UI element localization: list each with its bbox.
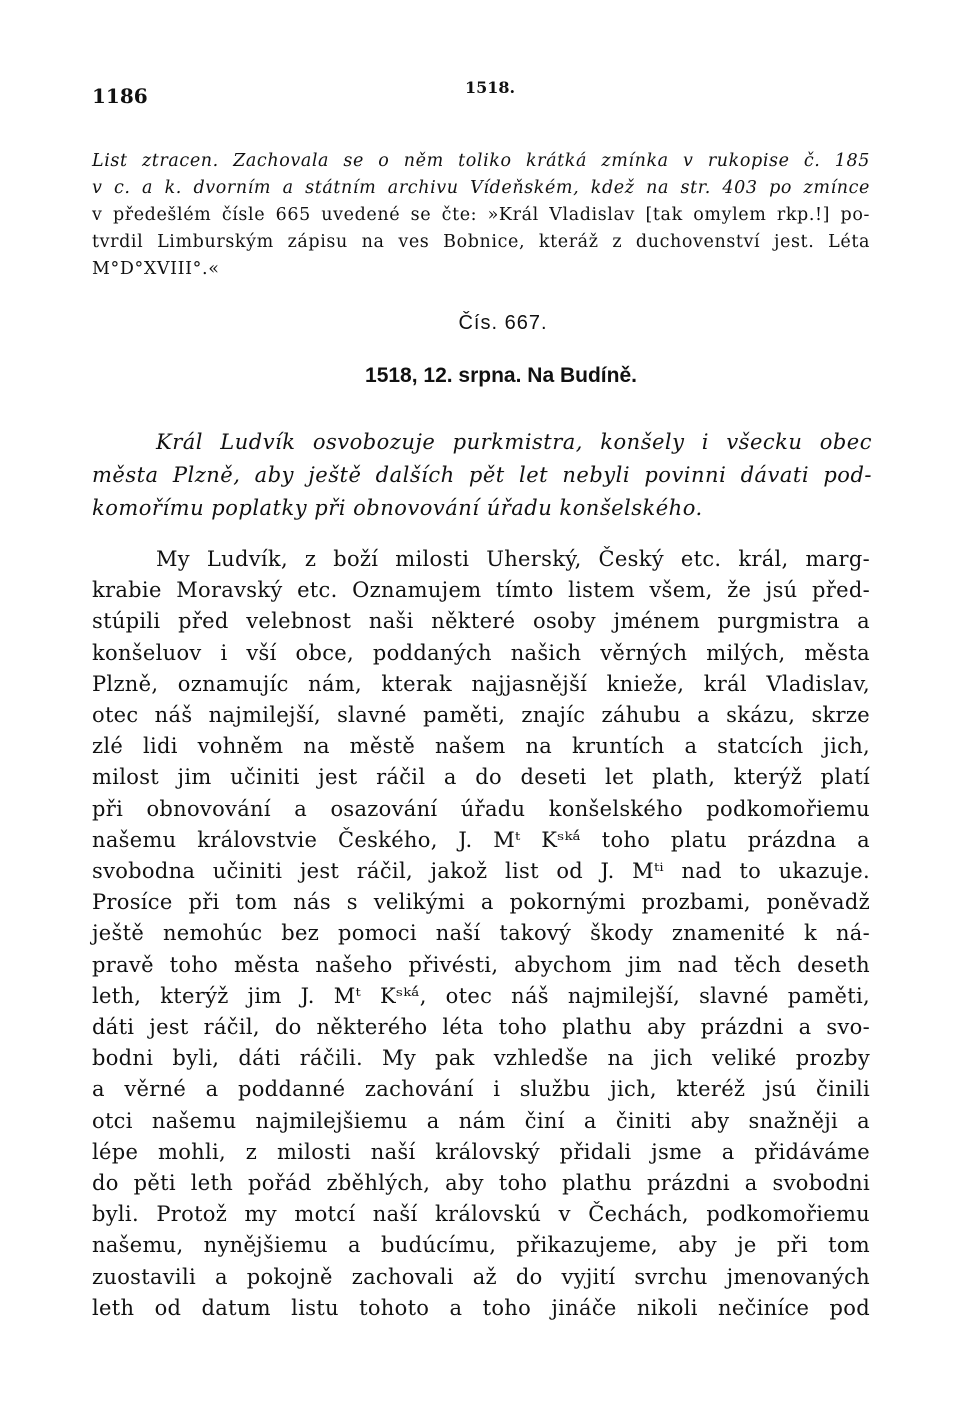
text-line: stúpili před velebnost naši některé osoby jménem purgmistra a (92, 609, 870, 634)
document-number: Čís. 667. (458, 312, 548, 334)
text-line: a věrné a poddanné zachování i službu jich, kteréž jsú činili (92, 1077, 870, 1102)
running-head-year: 1518. (465, 78, 516, 97)
text-line: při obnovování a osazování úřadu konšelského podkomořiemu (92, 796, 870, 821)
page-header (92, 78, 872, 118)
note-line: tvrdil Limburským zápisu na ves Bobnice, kteráž z duchovenství jest. Léta (92, 232, 870, 252)
text-line: zlé lidi vohněm na městě našem na kruntích a statcích jich, (92, 734, 870, 759)
summary-line: Král Ludvík osvobozuje purkmistra, konšely i všecku obec (156, 430, 872, 454)
note-line: v c. a k. dvorním a státním archivu Vídeňském, kdež na str. 403 po zmínce (92, 178, 870, 198)
text-line: bodni byli, dáti ráčili. My pak vzhledše na jich veliké prozby (92, 1046, 870, 1071)
note-line: v předešlém čísle 665 uvedené se čte: »Král Vladislav [tak omylem rkp.!] po- (92, 205, 870, 225)
text-line: krabie Moravský etc. Oznamujem tímto listem všem, že jsú před- (92, 578, 870, 603)
note-line: M°D°XVIII°.« (92, 259, 220, 279)
text-line: milost jim učiniti jest ráčil a do deseti let plath, kterýž platí (92, 765, 870, 790)
note-line: List ztracen. Zachovala se o něm toliko krátká zmínka v rukopise č. 185 (92, 151, 870, 171)
text-line: našemu, nynějšiemu a budúcímu, přikazujeme, aby je při tom (92, 1233, 870, 1258)
text-line: byli. Protož my motcí naší královskú v Čechách, podkomořiemu (92, 1202, 870, 1227)
text-line: pravě toho města našeho přivésti, abychom jim nad těch deseth (92, 952, 870, 977)
text-line: našemu královstvie Českého, J. Mᵗ Kˢᵏᵃ́ toho platu prázdna a (92, 827, 870, 852)
document-date-place: 1518, 12. srpna. Na Budíně. (365, 364, 637, 387)
document-text (92, 544, 870, 1324)
text-line: svobodna učiniti jest ráčil, jakož list od J. Mᵗⁱ nad to ukazuje. (92, 859, 870, 884)
text-line: otci našemu najmilejšiemu a nám činí a činiti aby snažněji a (92, 1108, 870, 1133)
page-number: 1186 (92, 84, 148, 108)
text-line: Plzně, oznamujíc nám, kterak najjasnější knieže, král Vladislav, (92, 671, 870, 696)
editorial-note (92, 148, 870, 283)
summary-line: města Plzně, aby ještě dalších pět let nebyli povinni dávati pod- (92, 463, 872, 487)
text-line: leth, kterýž jim J. Mᵗ Kˢᵏᵃ́, otec náš najmilejší, slavné paměti, (92, 983, 870, 1008)
text-line: otec náš najmilejší, slavné paměti, znajíc záhubu a skázu, skrze (92, 703, 870, 728)
text-line: do pěti leth pořád zběhlých, aby toho plathu prázdni a svobodni (92, 1171, 870, 1196)
text-line: Prosíce při tom nás s velikými a pokornými prozbami, poněvadž (92, 890, 870, 915)
text-line: zuostavili a pokojně zachovali až do vyjití svrchu jmenovaných (92, 1264, 870, 1289)
document-summary (92, 426, 872, 525)
text-line: leth od datum listu tohoto a toho jináče nikoli nečiníce pod (92, 1295, 870, 1320)
text-line: dáti jest ráčil, do některého léta toho plathu aby prázdni a svo- (92, 1015, 870, 1040)
text-line: konšeluov i vší obce, poddaných našich věrných milých, města (92, 640, 870, 665)
text-line: lépe mohli, z milosti naší královský přidali jsme a přidáváme (92, 1139, 870, 1164)
text-line: My Ludvík, z boží milosti Uherský, Český etc. král, marg- (156, 547, 870, 571)
summary-line: komořímu poplatky při obnovování úřadu konšelského. (92, 496, 703, 520)
text-line: ještě nemohúc bez pomoci naší takový škody znamenité k ná- (92, 921, 870, 946)
